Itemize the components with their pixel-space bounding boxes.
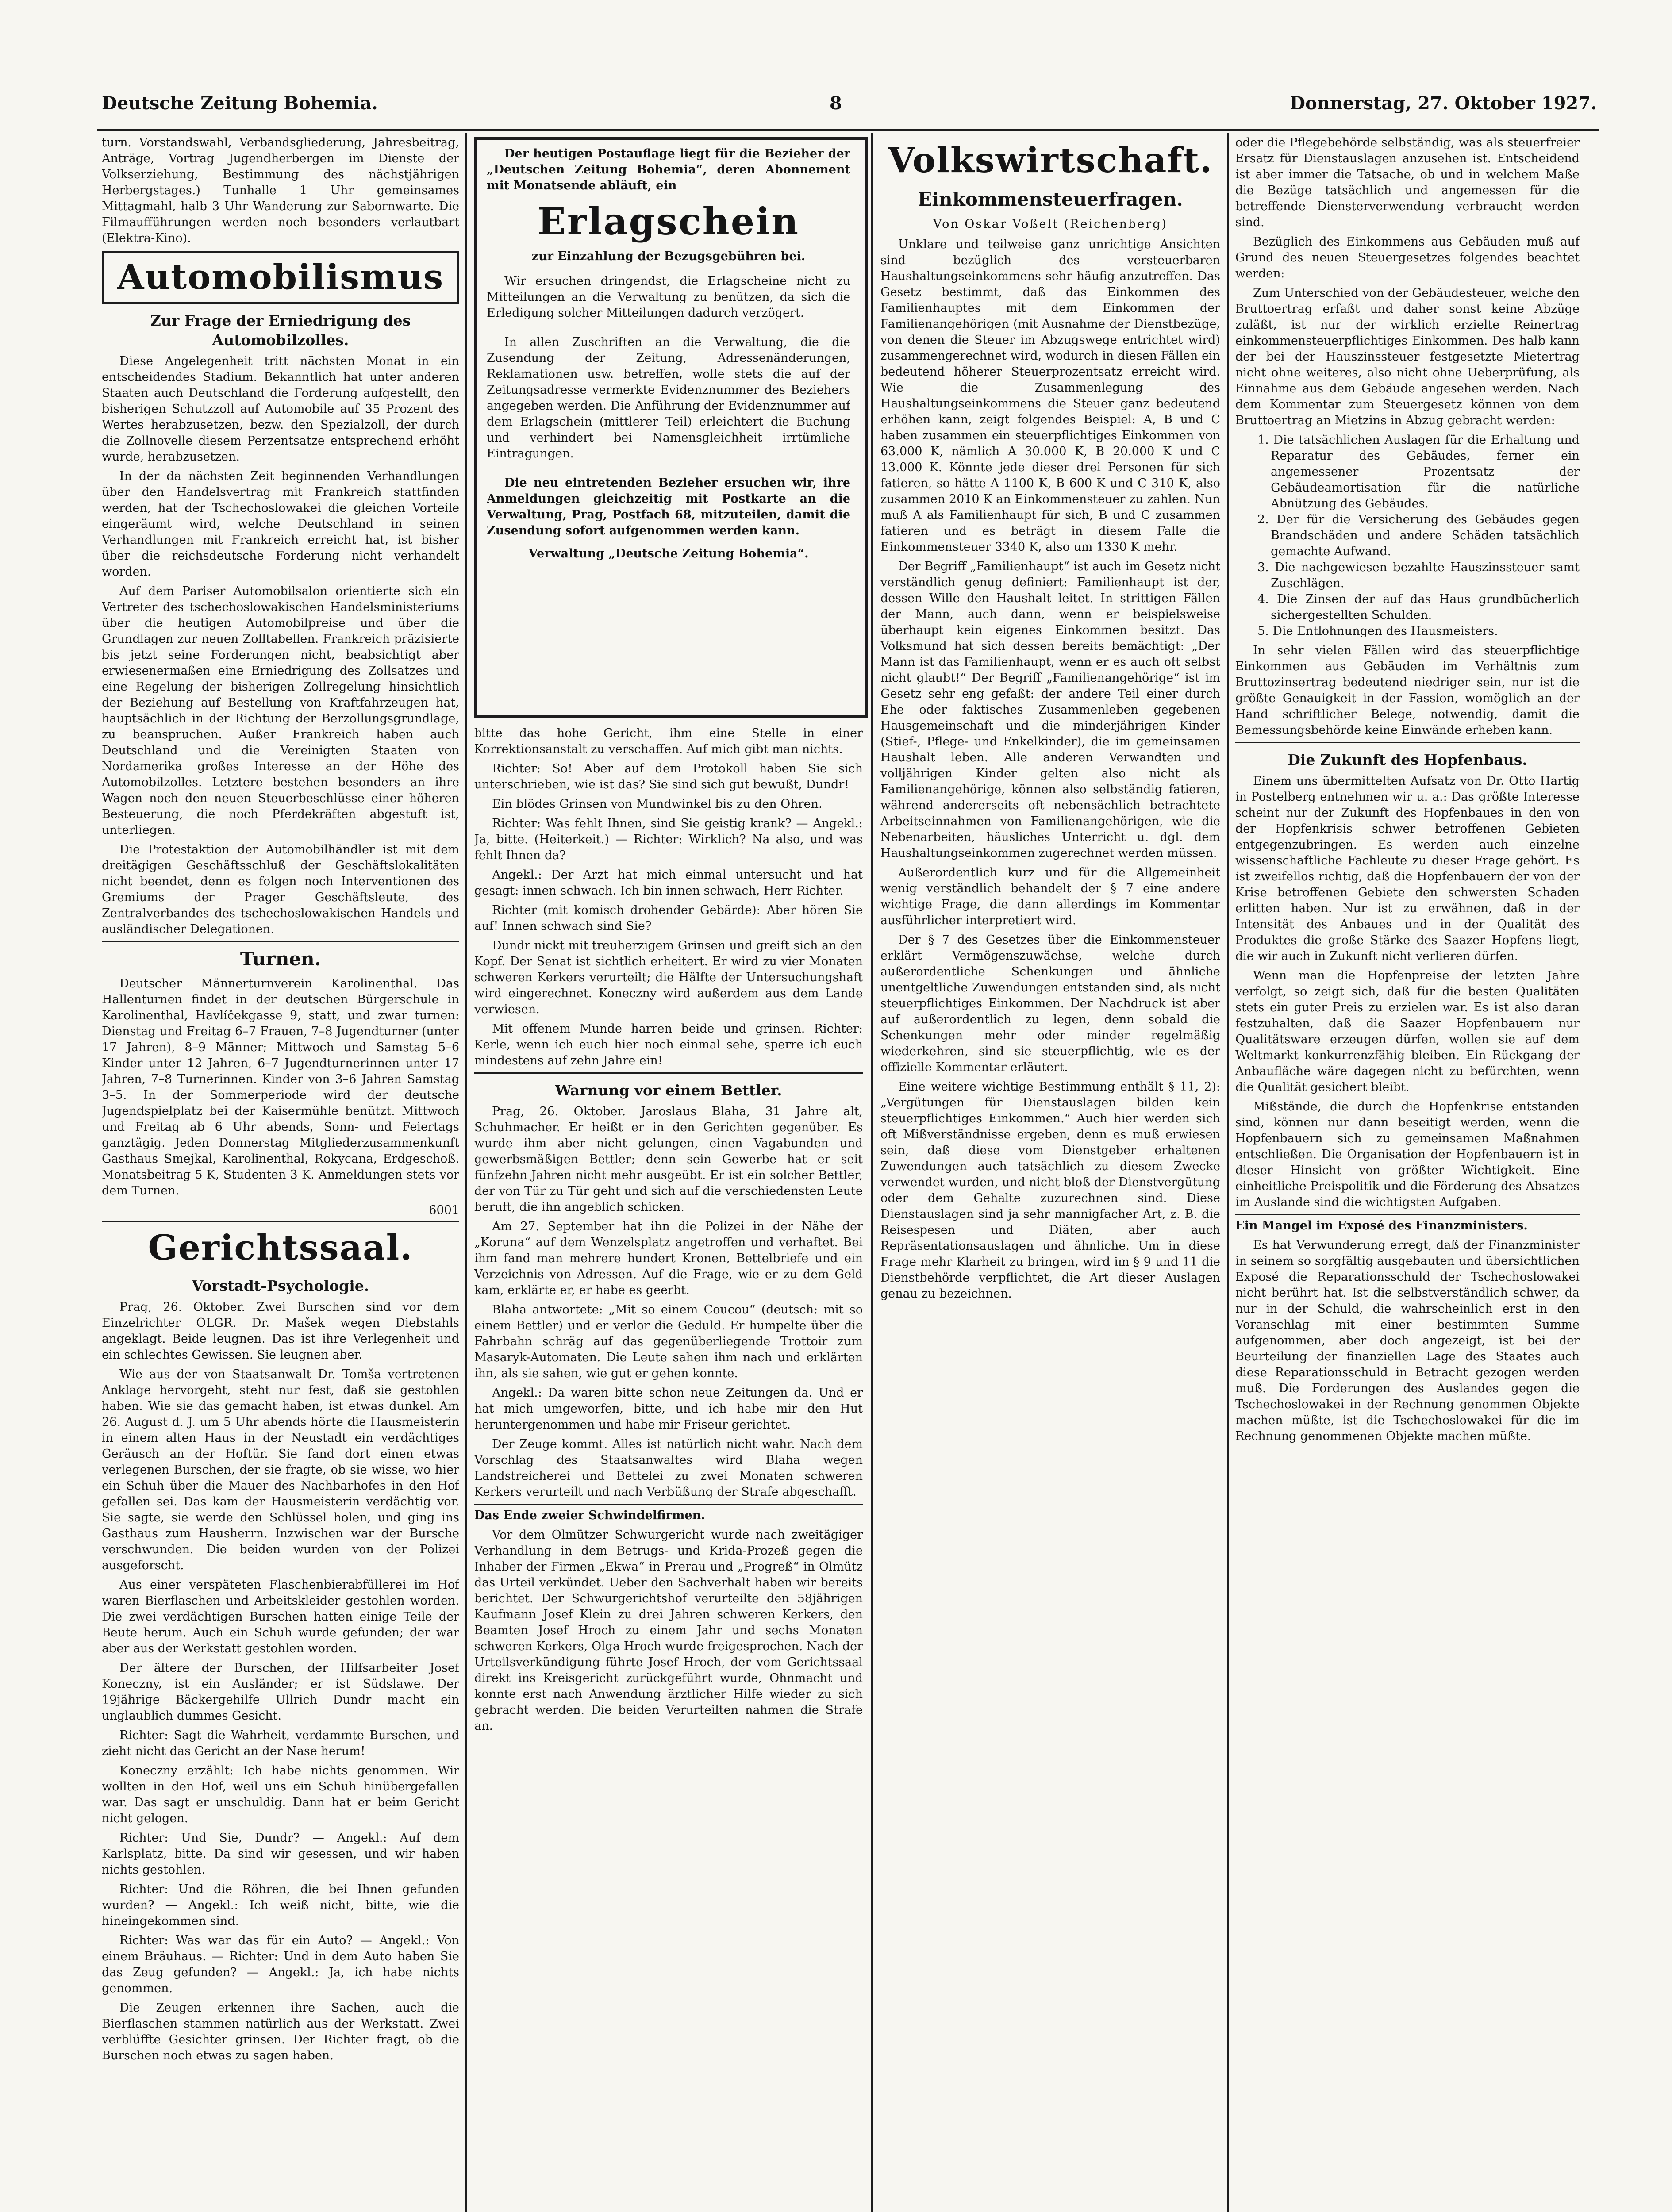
article-paragraph: Auf dem Pariser Automobilsalon orientierte sich ein Vertreter des tschechoslowakischen Handelsministeriums über die heutigen Automobilpreise und über die Grundlagen zur neuen Zolltabellen. Frankreich präzisierte bis jetzt seine Forderungen nicht, beabsichtigt aber erwiesenermaßen eine Erniedrigung des Zollsatzes und eine Regelung der bisherigen Zollregelung hinsichtlich der Beziehung auf Bestellung von Kraftfahrzeugen hat, hauptsächlich in der Richtung der Berzollungsgrundlage, zu beanspruchen. Außer Frankreich haben auch Deutschland und die Vereinigten Staaten von Nordamerika großes Interesse an der Höhe des Automobilzolles. Letztere bestehen besonders an ihre Wagen noch den neuen Steuerbeschlüsse einer höheren Besteuerung, die noch Pferdekräften abgestuft ist, unterliegen. bbox=[102, 584, 459, 837]
section-title-gerichtssaal: Gerichtssaal. bbox=[148, 1228, 413, 1268]
article-paragraph: Prag, 26. Oktober. Jaroslaus Blaha, 31 Jahre alt, Schuhmacher. Er heißt er in den Gerichten gegenüber. Es wurde ihm aber nicht gelungen, einen Vagabunden und gewerbsmäßigen Bettler; denn sein Gewerbe hat er seit fünfzehn Jahren nicht mehr ausgeübt. Er ist ein solcher Bettler, der von Tür zu Tür geht und sich auf die verschiedensten Leute beruft, die ihn angeblich schicken. bbox=[474, 1105, 863, 1214]
column-1 bbox=[102, 135, 459, 2212]
column-2 bbox=[474, 726, 863, 2212]
article-paragraph: Vor dem Olmützer Schwurgericht wurde nach zweitägiger Verhandlung in dem Betrugs- und Krida-Prozeß gegen die Inhaber der Firmen „Ekwa“ in Prerau und „Progreß“ in Olmütz das Urteil verkündet. Ueber den Sachverhalt haben wir bereits berichtet. Der Schwurgerichtshof verurteilte den 58jährigen Kaufmann Josef Klein zu drei Jahren schweren Kerkers, den Beamten Josef Hroch zu einem Jahr und sechs Monaten schweren Kerkers, Olga Hroch wurde freigesprochen. Nach der Urteilsverkündigung führte Josef Hroch, der vom Gerichtssaal direkt ins Kreisgericht zurückgeführt wurde, Ohnmacht und konnte erst nach Anwendung ärztlicher Hilfe wieder zu sich gebracht werden. Die beiden Verurteilten nahmen die Strafe an. bbox=[474, 1528, 863, 1733]
column-4 bbox=[1235, 135, 1580, 2212]
divider bbox=[102, 1221, 459, 1222]
article-paragraph: Koneczny erzählt: Ich habe nichts genommen. Wir wollten in den Hof, weil uns ein Schuh hinübergefallen war. Das sagt er unschuldig. Dann hat er beim Gericht nicht gelogen. bbox=[102, 1764, 459, 1825]
article-paragraph: Am 27. September hat ihn die Polizei in der Nähe der „Koruna“ auf dem Wenzelsplatz angetroffen und verhaftet. Bei ihm fand man mehrere hundert Kronen, Bettelbriefe und ein Verzeichnis von Adressen. Auf die Frage, wie er zu dem Geld kam, erklärte er, er habe es geerbt. bbox=[474, 1220, 863, 1297]
list-item: 4. Die Zinsen der auf das Haus grundbücherlich sichergestellten Schulden. bbox=[1257, 592, 1580, 622]
article-paragraph: Eine weitere wichtige Bestimmung enthält § 11, 2): „Vergütungen für Dienstauslagen bilden kein steuerpflichtiges Einkommen.“ Auch hier werden sich oft Mißverständnisse ergeben, denn es muß erwiesen sein, daß diese vom Dienstgeber erhaltenen Zuwendungen auch tatsächlich zu diesem Zwecke verwendet wurden, und nicht bloß der Dienstvergütung oder dem Gehalte zuzurechnen sind. Diese Dienstauslagen sind ja sehr mannigfacher Art, z. B. die Reisespesen und Diäten, aber auch Repräsentationsauslagen und ähnliche. Um in diese Frage mehr Klarheit zu bringen, wird im § 9 und 11 die Dienstbehörde verpflichtet, die Art dieser Auslagen genau zu bezeichnen. bbox=[880, 1080, 1220, 1301]
article-title: Warnung vor einem Bettler. bbox=[555, 1082, 782, 1099]
column-divider bbox=[465, 133, 467, 2212]
article-paragraph: Aus einer verspäteten Flaschenbierabfüllerei im Hof waren Bierflaschen und Arbeitskleider gestohlen worden. Die zwei verdächtigen Burschen hatten einige Teile der Beute herum. Auch ein Schuh wurde gefunden; der war aber aus der Werkstatt gestohlen worden. bbox=[102, 1578, 459, 1655]
notice-signature: Verwaltung „Deutsche Zeitung Bohemia“. bbox=[528, 547, 809, 561]
section-title: Automobilismus bbox=[117, 257, 444, 297]
article-paragraph: Der ältere der Burschen, der Hilfsarbeiter Josef Koneczny, ist ein Ausländer; er ist Südslawe. Der 19jährige Bäckergehilfe Ullrich Dundr macht ein unglaublich dummes Gesicht. bbox=[102, 1661, 459, 1723]
article-paragraph: Außerordentlich kurz und für die Allgemeinheit wenig verständlich behandelt der § 7 eine andere wichtige Frage, die dann allerdings im Kommentar ausführlicher interpretiert wird. bbox=[880, 866, 1220, 927]
column-divider bbox=[871, 133, 873, 2212]
article-title: Vorstadt-Psychologie. bbox=[192, 1277, 369, 1294]
notice-header: Der heutigen Postauflage liegt für die Bezieher der „Deutschen Zeitung Bohemia“, deren Abonnement mit Monatsende abläuft, ein bbox=[487, 147, 850, 192]
notice-paragraph: In allen Zuschriften an die Verwaltung, die die Zusendung der Zeitung, Adressenänderungen, Reklamationen usw. betreffen, wolle stets die auf der Zeitungsadresse vermerkte Evidenznummer des Beziehers angegeben werden. Die Anführung der Evidenznummer auf dem Erlagschein (mittlerer Teil) erleichtert die Buchung und verhindert bei Namensgleichheit irrtümliche Eintragungen. bbox=[487, 335, 850, 461]
header-rule bbox=[97, 129, 1599, 131]
notice-title: Erlagschein bbox=[537, 200, 800, 243]
divider bbox=[102, 941, 459, 942]
article-title: Ein Mangel im Exposé des Finanzministers. bbox=[1235, 1219, 1528, 1233]
section-title-volkswirtschaft: Volkswirtschaft. bbox=[888, 140, 1213, 180]
article-paragraph: Dundr nickt mit treuherzigem Grinsen und greift sich an den Kopf. Der Senat ist sichtlich erheitert. Er wird zu vier Monaten schweren Kerkers verurteilt; die Hälfte der Untersuchungshaft wird eingerechnet. Koneczny wird außerdem aus dem Lande verwiesen. bbox=[474, 939, 863, 1016]
issue-date: Donnerstag, 27. Oktober 1927. bbox=[1290, 93, 1597, 114]
article-paragraph: Angekl.: Da waren bitte schon neue Zeitungen da. Und er hat mich umgeworfen, bitte, und ich habe mir den Hut heruntergenommen und habe mir Friseur gerichtet. bbox=[474, 1386, 863, 1432]
divider bbox=[474, 1504, 863, 1505]
article-signature: 6001 bbox=[429, 1203, 459, 1217]
article-paragraph: Prag, 26. Oktober. Zwei Burschen sind vor dem Einzelrichter OLGR. Dr. Mašek wegen Diebstahls angeklagt. Beide leugnen. Das ist ihre Verlegenheit und ein schlechtes Gewissen. Sie leugnen aber. bbox=[102, 1300, 459, 1362]
list-item: 1. Die tatsächlichen Auslagen für die Erhaltung und Reparatur des Gebäudes, ferner ein angemessener Prozentsatz der Gebäudeamortisation für die natürliche Abnützung des Gebäudes. bbox=[1257, 433, 1580, 511]
article-paragraph: Diese Angelegenheit tritt nächsten Monat in ein entscheidendes Stadium. Bekanntlich hat unter anderen Staaten auch Deutschland die Forderung aufgestellt, den bisherigen Schutzzoll auf Automobile auf 35 Prozent des Wertes herabzusetzen, bezw. den Spezialzoll, der durch die Zollnovelle diesem Perzentsatze entsprechend erhöht wurde, herabzusetzen. bbox=[102, 354, 459, 464]
article-paragraph: Einem uns übermittelten Aufsatz von Dr. Otto Hartig in Postelberg entnehmen wir u. a.: Das größte Interesse scheint nur der Zukunft des Hopfenbaues in den von der Hopfenkrisis schwer betroffenen Gebieten entgegenzubringen. Es werden auch einzelne wissenschaftliche Fachleute zu dieser Frage gehört. Es ist zweifellos richtig, daß die Hopfenbauern der von der Krise betroffenen Gebiete den schwersten Schaden erlitten haben. Nur ist zu erwähnen, daß in der Intensität des Anbaues und in der Qualität des Produktes die große Stärke des Saazer Hopfens liegt, die wir auch in Zukunft nicht verlieren dürfen. bbox=[1235, 774, 1580, 963]
article-paragraph: Zum Unterschied von der Gebäudesteuer, welche den Bruttoertrag erfaßt und daher sonst keine Abzüge zuläßt, ist nur der wirklich erzielte Reinertrag einkommensteuerpflichtiges Einkommen. Des halb kann der bei der Hauszinssteuer festgesetzte Mietertrag nicht ohne weiteres, also nicht ohne Ueberprüfung, als Einnahme aus dem Gebäude angesehen werden. Nach dem Kommentar zum Steuergesetz können von dem Bruttoertrag an Mietzins in Abzug gebracht werden: bbox=[1235, 286, 1580, 427]
article-paragraph: Bezüglich des Einkommens aus Gebäuden muß auf Grund des neuen Steuergesetzes folgendes beachtet werden: bbox=[1235, 235, 1580, 280]
article-paragraph: Es hat Verwunderung erregt, daß der Finanzminister in seinem so sorgfältig ausgebauten und übersichtlichen Exposé die Reparationsschuld der Tschechoslowakei nicht berührt hat. Ist die selbstverständlich schwer, da nur in der Schuld, die wahrscheinlich erst in den Voranschlag mit einer bestimmten Summe aufgenommen, aber doch angezeigt, ist bei der Beurteilung der finanziellen Lage des Staates auch diese Reparationsschuld in Betracht gezogen werden muß. Die Forderungen des Auslandes gegen die Tschechoslowakei in der Rechnung genommen Objekte machen müßte, ist die Tschechoslowakei für die im Rechnung genommenen Objekte machen müßte. bbox=[1235, 1238, 1580, 1443]
article-paragraph: Die Zeugen erkennen ihre Sachen, auch die Bierflaschen stammen natürlich aus der Werkstatt. Zwei verblüffte Gesichter grinsen. Der Richter fragt, ob die Burschen noch etwas zu sagen haben. bbox=[102, 2001, 459, 2062]
article-title: Einkommensteuerfragen. bbox=[918, 188, 1183, 210]
column-divider bbox=[1227, 133, 1229, 2212]
article-paragraph: Richter: So! Aber auf dem Protokoll haben Sie sich unterschrieben, wie ist das? Sie sind sich gut bewußt, Dundr! bbox=[474, 762, 863, 791]
article-paragraph: Richter: Sagt die Wahrheit, verdammte Burschen, und zieht nicht das Gericht an der Nase herum! bbox=[102, 1728, 459, 1758]
list-item: 2. Der für die Versicherung des Gebäudes gegen Brandschäden und andere Schäden tatsächlich gemachte Aufwand. bbox=[1257, 513, 1580, 558]
divider bbox=[1235, 742, 1580, 743]
newspaper-title: Deutsche Zeitung Bohemia. bbox=[102, 93, 378, 114]
article-title: Zur Frage der Erniedrigung des Automobilzolles. bbox=[150, 312, 411, 349]
article-paragraph: Die Protestaktion der Automobilhändler ist mit dem dreitägigen Geschäftsschluß der Geschäftslokalitäten nicht beendet, denn es folgen noch Interventionen des Gremiums der Prager Geschäftsleute, des Zentralverbandes des tschechoslowakischen Handels und ausländischer Delegationen. bbox=[102, 843, 459, 936]
article-paragraph: Richter: Was fehlt Ihnen, sind Sie geistig krank? — Angekl.: Ja, bitte. (Heiterkeit.) — Richter: Wirklich? Na also, und was fehlt Ihnen da? bbox=[474, 817, 863, 862]
article-paragraph: oder die Pflegebehörde selbständig, was als steuerfreier Ersatz für Dienstauslagen anzusehen ist. Entscheidend ist aber immer die Tatsache, ob und in welchem Maße die Bezüge tatsächlich und angemessen für die betreffende Diensterverwendung verbraucht werden sind. bbox=[1235, 136, 1580, 229]
deductions-list bbox=[1257, 432, 1580, 639]
article-title: Das Ende zweier Schwindelfirmen. bbox=[474, 1509, 705, 1522]
article-paragraph: Deutscher Männerturnverein Karolinenthal. Das Hallenturnen findet in der deutschen Bürgerschule in Karolinenthal, Havlíčekgasse 9, statt, und zwar turnen: Dienstag und Freitag 6–7 Frauen, 7–8 Jugendturner (unter 17 Jahren), 8–9 Männer; Mittwoch und Samstag 5–6 Kinder unter 12 Jahren, 6–7 Jugendturnerinnen unter 17 Jahren, 7–8 Turnerinnen. Kinder von 3–6 Jahren Samstag 3–5. In der Sommerperiode wird der deutsche Jugendspielplatz bei der Kaisermühle benützt. Mittwoch und Freitag ab 6 Uhr abends, Sonn- und Feiertags ganztägig. Jeden Donnerstag Mitgliederzusammenkunft Gasthaus Smejkal, Karolinenthal, Rokycana, Erdgeschoß. Monatsbeitrag 5 K, Studenten 3 K. Anmeldungen stets vor dem Turnen. bbox=[102, 977, 459, 1198]
notice-paragraph: Wir ersuchen dringendst, die Erlagscheine nicht zu Mitteilungen an die Verwaltung zu benützen, da sich die Erledigung solcher Mitteilungen dadurch verzögert. bbox=[487, 274, 850, 320]
article-paragraph: Richter: Und Sie, Dundr? — Angekl.: Auf dem Karlsplatz, bitte. Da sind wir gesessen, und wir haben nichts gestohlen. bbox=[102, 1831, 459, 1877]
divider bbox=[1235, 1214, 1580, 1215]
article-title: Die Zukunft des Hopfenbaus. bbox=[1288, 751, 1527, 768]
divider bbox=[474, 1072, 863, 1074]
article-paragraph: Angekl.: Der Arzt hat mich einmal untersucht und hat gesagt: innen schwach. Ich bin innen schwach, Herr Richter. bbox=[474, 868, 863, 898]
article-paragraph: Mißstände, die durch die Hopfenkrise entstanden sind, können nur dann beseitigt werden, wenn die Hopfenbauern sich zu gemeinsamen Maßnahmen entschließen. Die Organisation der Hopfenbauern ist in dieser Hinsicht von größter Wichtigkeit. Eine einheitliche Preispolitik und die Förderung des Absatzes im Auslande sind die wichtigsten Aufgaben. bbox=[1235, 1100, 1580, 1209]
article-paragraph: Der Zeuge kommt. Alles ist natürlich nicht wahr. Nach dem Vorschlag des Staatsanwaltes wird Blaha wegen Landstreicherei und Bettelei zu zwei Monaten schweren Kerkers verurteilt und nach Verbüßung der Strafe abgeschafft. bbox=[474, 1437, 863, 1499]
article-paragraph: In sehr vielen Fällen wird das steuerpflichtige Einkommen aus Gebäuden im Verhältnis zum Bruttozinsertrag bedeutend niedriger sein, nur ist die größte Genauigkeit in der Fassion, womöglich an der Hand schriftlicher Belege, notwendig, damit die Bemessungsbehörde keine Einwände erheben kann. bbox=[1235, 644, 1580, 737]
club-notice-tail: turn. Vorstandswahl, Verbandsgliederung, Jahresbeitrag, Anträge, Vortrag Jugendherbergen im Dienste der Volkserziehung, Bestimmung des nächstjährigen Herbergstages.) Tunhalle 1 Uhr gemeinsames Mittagmahl, halb 3 Uhr Wanderung zur Sabornwarte. Die Filmaufführungen werden noch besonders verlautbart (Elektra-Kino). bbox=[102, 136, 459, 245]
article-paragraph: In der da nächsten Zeit beginnenden Verhandlungen über den Handelsvertrag mit Frankreich stattfinden werden, hat der Tschechoslowakei die gleichen Vorteile eingeräumt wird, welche Deutschland in seinen Verhandlungen mit Frankreich erreicht hat, ist bisher über die reichsdeutsche Forderung nicht verhandelt worden. bbox=[102, 469, 459, 579]
article-byline: Von Oskar Voßelt (Reichenberg) bbox=[933, 217, 1168, 231]
page-header bbox=[102, 88, 1597, 124]
article-paragraph: Blaha antwortete: „Mit so einem Coucou“ (deutsch: mit so einem Bettler) und er verlor die Geduld. Er humpelte über die Fahrbahn schräg auf das gegenüberliegende Trottoir zum Masaryk-Automaten. Die Leute sahen ihm nach und erklärten ihn, als sie sahen, wie gut er gehen konnte. bbox=[474, 1303, 863, 1380]
page-number: 8 bbox=[830, 93, 842, 114]
article-paragraph: Der § 7 des Gesetzes über die Einkommensteuer erklärt Vermögenszuwächse, welche durch außerordentliche Schenkungen und ähnliche unentgeltliche Zuwendungen entstanden sind, als nicht steuerpflichtiges Einkommen. Der Nachdruck ist aber auf außerordentlich zu legen, denn sobald die Schenkungen mehr oder minder regelmäßig wiederkehren, sind sie steuerpflichtig, wie es der offizielle Kommentar erläutert. bbox=[880, 933, 1220, 1074]
article-paragraph: Richter: Und die Röhren, die bei Ihnen gefunden wurden? — Angekl.: Ich weiß nicht, bitte, wie die hineingekommen sind. bbox=[102, 1882, 459, 1928]
article-paragraph: Richter: Was war das für ein Auto? — Angekl.: Von einem Bräuhaus. — Richter: Und in dem Auto haben Sie das Zeug gefunden? — Angekl.: Ja, ich habe nichts genommen. bbox=[102, 1934, 459, 1995]
section-title-turnen: Turnen. bbox=[240, 948, 321, 970]
article-paragraph: bitte das hohe Gericht, ihm eine Stelle in einer Korrektionsanstalt zu verschaffen. Auf mich gibt man nichts. bbox=[474, 726, 863, 756]
article-paragraph: Der Begriff „Familienhaupt“ ist auch im Gesetz nicht verständlich genug definiert: Familienhaupt ist der, dessen Wille den Haushalt leitet. In strittigen Fällen der Mann, auch dann, wenn er beispielsweise überhaupt kein eigenes Einkommen besitzt. Das Volksmund hat sich dessen bereits bemächtigt: „Der Mann ist das Familienhaupt, wenn er es auch oft selbst nicht glaubt!“ Der Begriff „Familienangehörige“ ist im Gesetz sehr eng gefaßt: der andere Teil einer durch Ehe oder faktisches Zusammenleben gegebenen Hausgemeinschaft und die minderjährigen Kinder (Stief-, Pflege- und Enkelkinder), die im gemeinsamen Haushalt leben. Alle anderen Verwandten und volljährigen Kinder gelten also nicht als Familienangehörige, können also selbständig fatieren, während andererseits oft nebensächlich betrachtete Arbeitseinnahmen von Familienangehörigen, wie die Nebenarbeiten, häusliches Unterricht u. dgl. dem Haushaltungseinkommen zugerechnet werden müssen. bbox=[880, 560, 1220, 860]
article-paragraph: Wenn man die Hopfenpreise der letzten Jahre verfolgt, so zeigt sich, daß für die besten Qualitäten stets ein guter Preis zu erzielen war. Es ist also daran festzuhalten, daß die Saazer Hopfenbauern nur Qualitätsware erzeugen dürfen, wollen sie auf dem Weltmarkt konkurrenzfähig bleiben. Ein Rückgang der Anbaufläche wäre dagegen nicht zu befürchten, wenn die Qualität gesichert bleibt. bbox=[1235, 969, 1580, 1094]
notice-paragraph: Die neu eintretenden Bezieher ersuchen wir, ihre Anmeldungen gleichzeitig mit Postkarte an die Verwaltung, Prag, Postfach 68, mitzuteilen, damit die Zusendung sofort aufgenommen werden kann. bbox=[487, 476, 850, 538]
column-3 bbox=[880, 135, 1220, 2212]
subscription-notice bbox=[487, 146, 850, 703]
list-item: 5. Die Entlohnungen des Hausmeisters. bbox=[1257, 624, 1498, 638]
article-paragraph: Ein blödes Grinsen von Mundwinkel bis zu den Ohren. bbox=[492, 797, 823, 811]
article-paragraph: Richter (mit komisch drohender Gebärde): Aber hören Sie auf! Innen schwach sind Sie? bbox=[474, 903, 863, 933]
notice-subtitle: zur Einzahlung der Bezugsgebühren bei. bbox=[531, 250, 806, 263]
article-paragraph: Mit offenem Munde harren beide und grinsen. Richter: Kerle, wenn ich euch hier noch einmal sehe, sperre ich euch mindestens auf zehn Jahre ein! bbox=[474, 1022, 863, 1068]
article-paragraph: Unklare und teilweise ganz unrichtige Ansichten sind bezüglich des versteuerbaren Haushaltungseinkommens sehr häufig anzutreffen. Das Gesetz bestimmt, daß das Einkommen des Familienhauptes mit dem Einkommen der Familienangehörigen (mit Ausnahme der Dienstbezüge, von denen die Steuer im Abzugswege entrichtet wird) zusammengerechnet wird, wodurch in diesen Fällen ein bedeutend höherer Steuerprozentsatz erreicht wird. Wie die Zusammenlegung des Haushaltungseinkommens die Steuer ganz bedeutend erhöhen kann, zeigt folgendes Beispiel: A, B und C haben zusammen ein steuerpflichtiges Einkommen von 63.000 K, nämlich A 30.000 K, B 20.000 K und C 13.000 K. Könnte jede dieser drei Personen für sich fatieren, so hätte A 1100 K, B 600 K und C 310 K, also zusammen 2010 K an Einkommensteuer zu zahlen. Nun muß A als Familienhaupt für sich, B und C zusammen fatieren und es beträgt in diesem Falle die Einkommensteuer 3340 K, also um 1330 K mehr. bbox=[880, 238, 1220, 554]
section-banner-automobilismus bbox=[102, 251, 459, 304]
list-item: 3. Die nachgewiesen bezahlte Hauszinssteuer samt Zuschlägen. bbox=[1257, 561, 1580, 590]
article-paragraph: Wie aus der von Staatsanwalt Dr. Tomša vertretenen Anklage hervorgeht, steht nur fest, daß sie gestohlen haben. Wie sie das gemacht haben, ist etwas dunkel. Am 26. August d. J. um 5 Uhr abends hörte die Hausmeisterin in einem alten Haus in der Neustadt ein verdächtiges Geräusch an der Hoftür. Sie fand dort einen etwas verlegenen Burschen, der sie fragte, ob sie wisse, wo hier ein Schuh über die Mauer des Nachbarhofes in den Hof gefallen sei. Das kam der Hausmeisterin verdächtig vor. Sie sagte, sie werde den Schlüssel holen, und ging ins Gasthaus zum Hausherrn. Inzwischen war der Bursche verschwunden. Die beiden wurden von der Polizei ausgeforscht. bbox=[102, 1367, 459, 1572]
